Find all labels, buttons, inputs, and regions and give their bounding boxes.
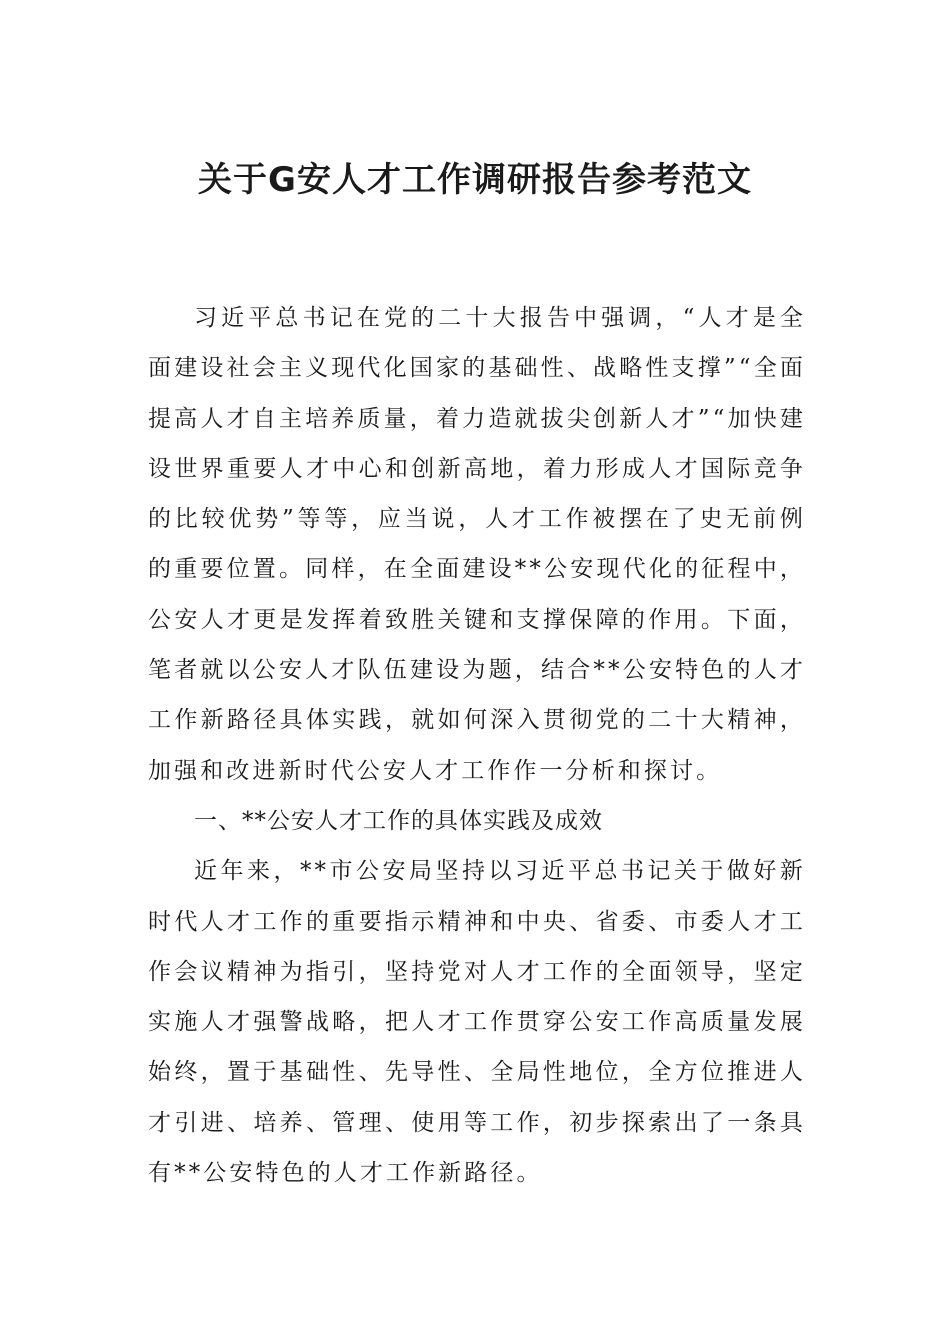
document-title: 关于G安人才工作调研报告参考范文	[198, 160, 752, 200]
section-paragraph: 近年来，**市公安局坚持以习近平总书记关于做好新时代人才工作的重要指示精神和中央、省委、市委人才工作会议精神为指引，坚持党对人才工作的全面领导，坚定实施人才强警战略，把人才工作贯穿公安工作高质量发展始终，置于基础性、先导性、全局性地位，全方位推进人才引进、培养、管理、使用等工作，初步探索出了一条具有**公安特色的人才工作新路径。	[148, 858, 806, 1187]
section-heading: 一、**公安人才工作的具体实践及成效	[194, 807, 603, 834]
intro-paragraph: 习近平总书记在党的二十大报告中强调，“人才是全面建设社会主义现代化国家的基础性、战略性支撑”“全面提高人才自主培养质量，着力造就拔尖创新人才”“加快建设世界重要人才中心和创新高地，着力形成人才国际竞争的比较优势”等等，应当说，人才工作被摆在了史无前例的重要位置。同样，在全面建设**公安现代化的征程中，公安人才更是发挥着致胜关键和支撑保障的作用。下面，笔者就以公安人才队伍建设为题，结合**公安特色的人才工作新路径具体实践，就如何深入贯彻党的二十大精神，加强和改进新时代公安人才工作作一分析和探讨。	[148, 305, 806, 784]
document-body	[148, 293, 806, 1198]
